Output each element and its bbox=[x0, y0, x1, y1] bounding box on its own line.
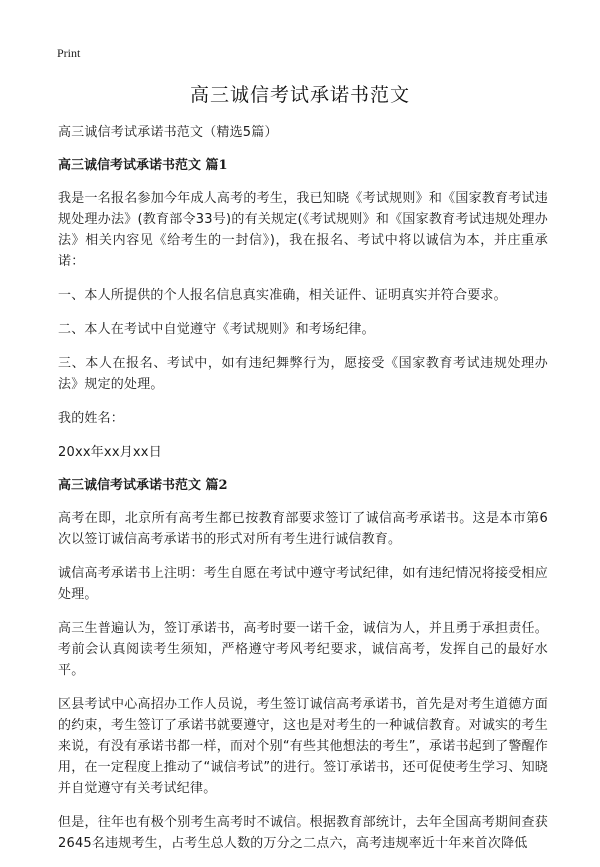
paragraph: 一、本人所提供的个人报名信息真实准确，相关证件、证明真实并符合要求。 bbox=[58, 288, 507, 303]
paragraph: 我的姓名： bbox=[58, 411, 125, 426]
document-title: 高三诚信考试承诺书范文 bbox=[189, 84, 410, 106]
section-heading: 高三诚信考试承诺书范文 篇2 bbox=[58, 478, 228, 493]
date-line: 20xx年xx月xx日 bbox=[58, 445, 162, 460]
paragraph: 高考在即，北京所有高考生都已按教育部要求签订了诚信高考承诺书。这是本市第6次以签订诚信高考承诺书的形式对所有考生进行诚信教育。 bbox=[58, 511, 548, 547]
section-heading: 高三诚信考试承诺书范文 篇1 bbox=[58, 158, 228, 173]
paragraph: 区县考试中心高招办工作人员说，考生签订诚信高考承诺书，首先是对考生道德方面的约束，考生签订了承诺书就要遵守，这也是对考生的一种诚信教育。对诚实的考生来说，有没有承诺书都一样，而对个别“有些其他想法的考生”，承诺书起到了警醒作用，在一定程度上推动了“诚信考试”的进行。签订承诺书，还可促使考生学习、知晓并自觉遵守有关考试纪律。 bbox=[58, 697, 548, 796]
document-body bbox=[58, 122, 548, 867]
paragraph: 我是一名报名参加今年成人高考的考生，我已知晓《考试规则》和《国家教育考试违规处理办法》(教育部令33号)的有关规定(《考试规则》和《国家教育考试违规处理办法》相关内容见《给考生的一封信》)，我在报名、考试中将以诚信为本，并庄重承诺： bbox=[58, 191, 548, 269]
paragraph: 诚信高考承诺书上注明：考生自愿在考试中遵守考试纪律，如有违纪情况将接受相应处理。 bbox=[58, 566, 548, 602]
intro-line: 高三诚信考试承诺书范文（精选5篇） bbox=[58, 125, 278, 140]
paragraph: 但是，往年也有极个别考生高考时不诚信。根据教育部统计，去年全国高考期间查获2645名违规考生，占考生总人数的万分之二点六，高考违规率近十年来首次降低 bbox=[58, 815, 548, 851]
paragraph: 三、本人在报名、考试中，如有违纪舞弊行为，愿接受《国家教育考试违规处理办法》规定的处理。 bbox=[58, 356, 548, 392]
print-label: Print bbox=[57, 46, 81, 60]
paragraph: 高三生普遍认为，签订承诺书，高考时要一诺千金，诚信为人，并且勇于承担责任。考前会认真阅读考生须知，严格遵守考风考纪要求，诚信高考，发挥自己的最好水平。 bbox=[58, 621, 548, 678]
section-2 bbox=[58, 476, 548, 854]
paragraph: 二、本人在考试中自觉遵守《考试规则》和考场纪律。 bbox=[58, 322, 375, 337]
section-1 bbox=[58, 156, 548, 463]
